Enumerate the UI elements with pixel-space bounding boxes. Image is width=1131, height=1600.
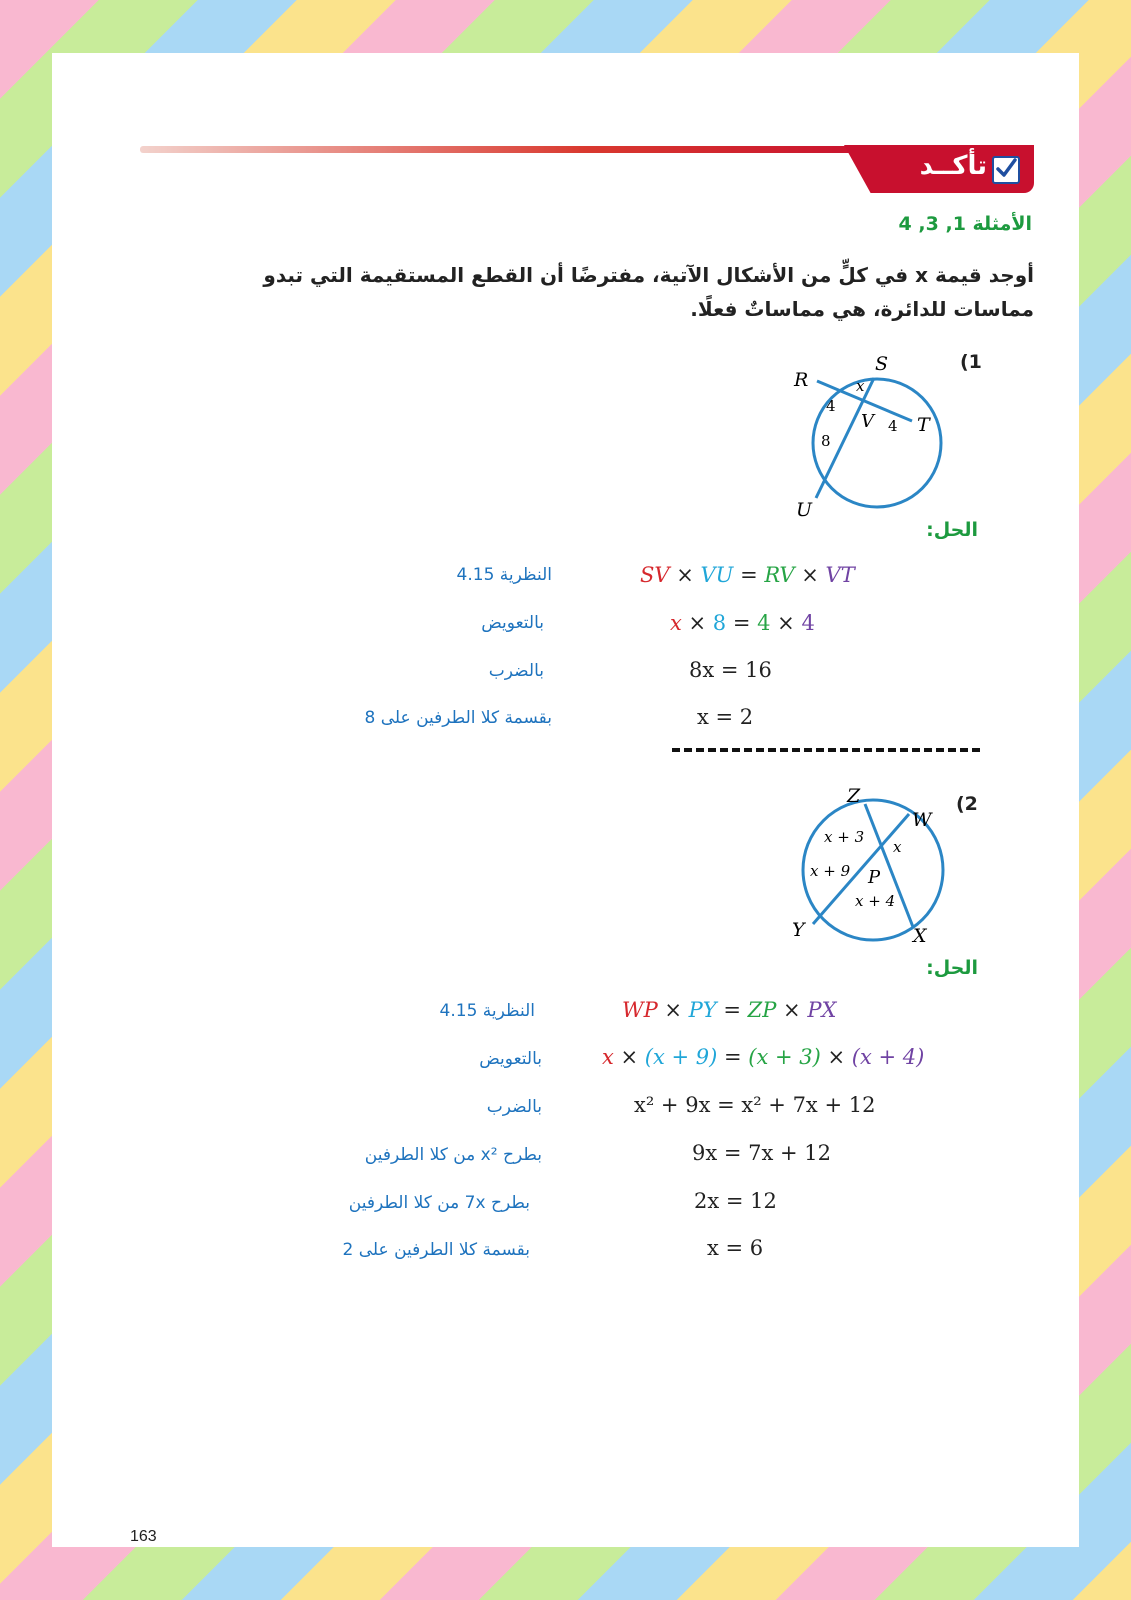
q2-seg-px: x + 4 <box>855 892 896 910</box>
q2-step5-label: بطرح 7x من كلا الطرفين <box>348 1193 530 1213</box>
section-divider <box>672 748 980 752</box>
q2-step6-label: بقسمة كلا الطرفين على 2 <box>342 1240 530 1260</box>
q2-circle-figure <box>780 780 975 950</box>
q2-step1-term-b: PY <box>688 998 717 1022</box>
question-2-number: (2 <box>956 793 978 815</box>
point-p: P <box>868 867 881 888</box>
point-s: S <box>875 353 889 375</box>
point-z: Z <box>847 785 861 807</box>
q1-step4-equation: x = 2 <box>697 705 754 729</box>
q2-step3-label: بالضرب <box>486 1097 542 1117</box>
point-y: Y <box>792 919 805 941</box>
header-rule <box>140 146 880 153</box>
q1-step2-equation: x × 8 = 4 × 4 <box>670 611 815 635</box>
q2-step2-term-c: (x + 3) <box>748 1045 821 1069</box>
q2-step2-label: بالتعويض <box>479 1049 542 1069</box>
q1-seg-vt: 4 <box>888 417 898 435</box>
point-t: T <box>917 414 930 436</box>
q2-step2-term-b: (x + 9) <box>644 1045 718 1069</box>
q1-step2-term-b: 8 <box>712 611 727 635</box>
section-title: تأكــد <box>919 151 987 181</box>
q1-step1-term-d: VT <box>825 563 855 587</box>
q1-step4-label: بقسمة كلا الطرفين على 8 <box>364 708 552 728</box>
q1-seg-rv: 4 <box>826 397 836 415</box>
q2-step2-equation: x × (x + 9) = (x + 3) × (x + 4) <box>602 1045 925 1069</box>
q1-seg-vu: 8 <box>821 432 831 450</box>
point-x: X <box>913 925 927 947</box>
q2-seg-zp: x + 3 <box>824 828 865 846</box>
q1-circle-figure <box>772 353 982 523</box>
examples-reference: الأمثلة 1, 3, 4 <box>898 213 1032 235</box>
q1-step1-term-c: RV <box>764 563 795 587</box>
q2-step5-equation: 2x = 12 <box>694 1189 777 1213</box>
instruction-text: أوجد قيمة x في كلٍّ من الأشكال الآتية، مفترضًا أن القطع المستقيمة التي تبدو مماسات للدائرة، هي مماساتٌ فعلًا. <box>263 263 1034 321</box>
page <box>52 53 1079 1547</box>
point-u: U <box>796 499 813 521</box>
q2-step4-label: بطرح x² من كلا الطرفين <box>364 1145 542 1165</box>
q1-solution-label: الحل: <box>926 519 978 541</box>
q1-step1-label: النظرية 4.15 <box>456 565 552 585</box>
q1-step1-equation: SV × VU = RV × VT <box>640 563 855 587</box>
q2-step2-term-a: x <box>602 1045 614 1069</box>
q1-seg-sv: x <box>856 377 865 395</box>
q1-step2-term-d: 4 <box>801 611 815 635</box>
q2-step2-term-d: (x + 4) <box>851 1045 925 1069</box>
q2-step3-equation: x² + 9x = x² + 7x + 12 <box>634 1093 876 1117</box>
q1-step1-term-b: VU <box>700 563 734 587</box>
q1-step2-term-a: x <box>670 611 682 635</box>
q2-step4-equation: 9x = 7x + 12 <box>692 1141 832 1165</box>
checkmark-icon <box>992 156 1020 184</box>
q2-seg-py: x + 9 <box>810 862 851 880</box>
page-number: 163 <box>130 1528 157 1545</box>
q2-seg-wp: x <box>893 838 902 856</box>
point-v: V <box>861 411 874 432</box>
q2-solution-label: الحل: <box>926 957 978 979</box>
point-r: R <box>794 369 809 391</box>
q1-step3-equation: 8x = 16 <box>689 658 772 682</box>
question-1-number: (1 <box>960 351 982 373</box>
q2-step1-term-d: PX <box>807 998 837 1022</box>
q1-step2-term-c: 4 <box>757 611 771 635</box>
q1-step1-term-a: SV <box>640 563 670 587</box>
q2-step1-equation: WP × PY = ZP × PX <box>622 998 837 1022</box>
q2-step1-label: النظرية 4.15 <box>439 1001 535 1021</box>
q2-step6-equation: x = 6 <box>707 1236 764 1260</box>
q1-step2-label: بالتعويض <box>481 613 544 633</box>
q2-step1-term-c: ZP <box>747 998 777 1022</box>
point-w: W <box>912 809 932 831</box>
q2-step1-term-a: WP <box>622 998 658 1022</box>
q1-step3-label: بالضرب <box>488 661 544 681</box>
